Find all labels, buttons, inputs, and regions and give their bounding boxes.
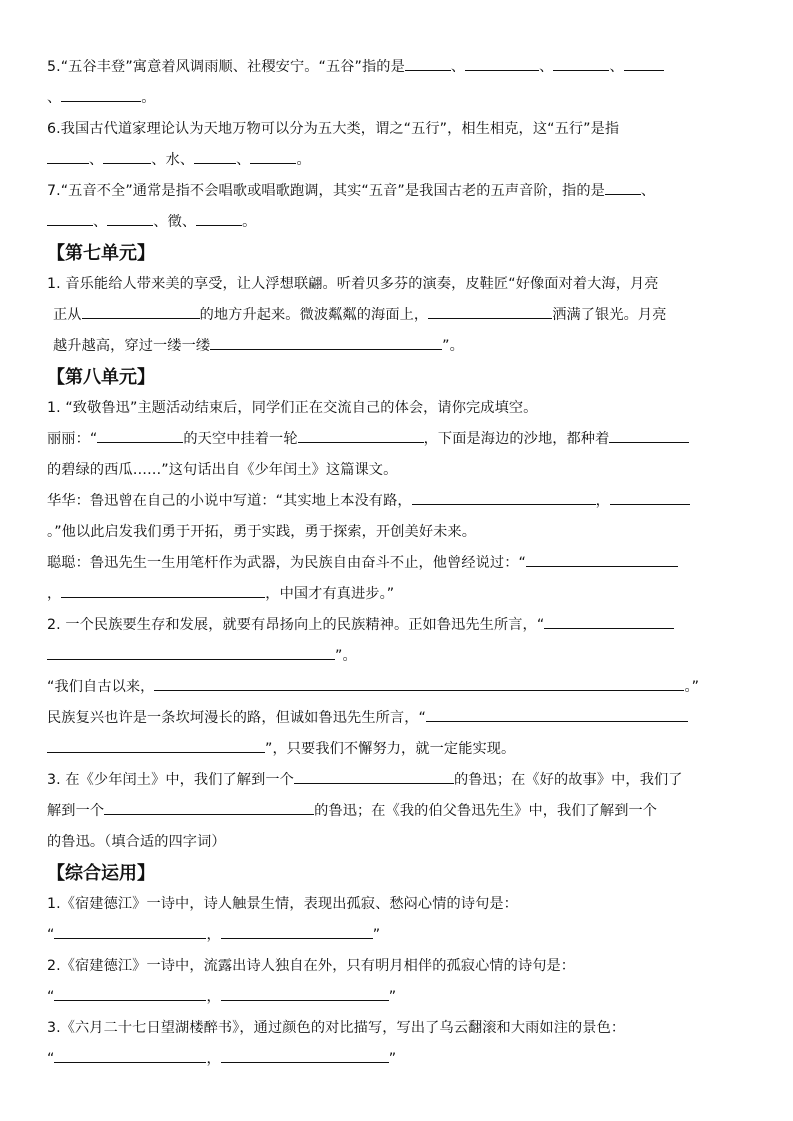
q2-blank-3[interactable] <box>154 675 684 691</box>
unit8-heading: 【第八单元】 <box>47 367 155 388</box>
q7-blank-3[interactable] <box>107 210 153 226</box>
general-q3-answer: “ ， ” <box>47 1044 750 1075</box>
q6-line-2: 、 、水、 、 。 <box>47 145 750 176</box>
q2-blank-1[interactable] <box>544 613 674 629</box>
unit8-congcong-line-1: 聪聪：鲁迅先生一生用笔杆作为武器，为民族自由奋斗不止，他曾经说过：“ <box>47 548 750 579</box>
q7-text: 7.“五音不全”通常是指不会唱歌或唱歌跑调，其实“五音”是我国古老的五声音阶，指的是 <box>47 183 605 199</box>
q5-blank-4[interactable] <box>624 55 664 71</box>
unit8-huahua-line-1: 华华：鲁迅曾在自己的小说中写道：“其实地上本没有路， ， <box>47 486 750 517</box>
q6-blank-3[interactable] <box>194 148 236 164</box>
congcong-blank-1[interactable] <box>526 551 678 567</box>
q2-blank-2[interactable] <box>47 644 335 660</box>
unit8-q2-line-2: ”。 <box>47 641 750 672</box>
general-q1-blank-2[interactable] <box>221 923 373 939</box>
unit8-q3-line-2: 解到一个 的鲁迅；在《我的伯父鲁迅先生》中，我们了解到一个 <box>47 796 750 827</box>
lili-blank-2[interactable] <box>298 427 424 443</box>
q7-line-1: 7.“五音不全”通常是指不会唱歌或唱歌跑调，其实“五音”是我国古老的五声音阶，指的是 、 <box>47 176 750 207</box>
unit8-q2-line-4: 民族复兴也许是一条坎坷漫长的路，但诚如鲁迅先生所言，“ <box>47 703 750 734</box>
q5-blank-3[interactable] <box>553 55 609 71</box>
q5-blank-2[interactable] <box>465 55 539 71</box>
general-q1-answer: “ ， ” <box>47 920 750 951</box>
q7-blank-4[interactable] <box>196 210 242 226</box>
unit8-q3-line-3: 的鲁迅。（填合适的四字词） <box>47 834 226 850</box>
q2-blank-5[interactable] <box>47 737 265 753</box>
unit7-q1-line-2: 正从 的地方升起来。微波粼粼的海面上， 洒满了银光。月亮 <box>47 300 750 331</box>
unit8-lili-line-2: 的碧绿的西瓜……”这句话出自《少年闰土》这篇课文。 <box>47 462 398 478</box>
q5-text: 5.“五谷丰登”寓意着风调雨顺、社稷安宁。“五谷”指的是 <box>47 59 405 75</box>
congcong-blank-2[interactable] <box>61 582 265 598</box>
q6-blank-4[interactable] <box>250 148 296 164</box>
worksheet-page <box>47 52 750 1075</box>
lili-blank-1[interactable] <box>97 427 183 443</box>
unit7-q1-line-1: 1. 音乐能给人带来美的享受，让人浮想联翩。听着贝多芬的演奏，皮鞋匠“好像面对着大海，月亮 <box>47 276 659 292</box>
q6-text: 6.我国古代道家理论认为天地万物可以分为五大类，谓之“五行”，相生相克，这“五行”是指 <box>47 121 620 137</box>
q7-blank-1[interactable] <box>605 179 641 195</box>
q7-line-2: 、 、徵、 。 <box>47 207 750 238</box>
unit7-heading: 【第七单元】 <box>47 243 155 264</box>
unit8-q2-line-3: “我们自古以来， 。” <box>47 672 750 703</box>
huahua-blank-1[interactable] <box>412 489 596 505</box>
huahua-blank-2[interactable] <box>610 489 690 505</box>
unit8-q3-line-1: 3. 在《少年闰土》中，我们了解到一个 的鲁迅；在《好的故事》中，我们了 <box>47 765 750 796</box>
q7-blank-2[interactable] <box>47 210 93 226</box>
general-q3-blank-1[interactable] <box>54 1047 206 1063</box>
unit8-lili-line-1: 丽丽：“ 的天空中挂着一轮 ，下面是海边的沙地，都种着 <box>47 424 750 455</box>
general-q2-blank-2[interactable] <box>221 985 389 1001</box>
q6-blank-2[interactable] <box>103 148 151 164</box>
general-heading: 【综合运用】 <box>47 863 155 884</box>
q5-blank-1[interactable] <box>405 55 451 71</box>
general-q1: 1.《宿建德江》一诗中，诗人触景生情，表现出孤寂、愁闷心情的诗句是： <box>47 896 518 912</box>
general-q2-blank-1[interactable] <box>54 985 206 1001</box>
lili-blank-3[interactable] <box>609 427 689 443</box>
general-q1-blank-1[interactable] <box>54 923 206 939</box>
q5-blank-5[interactable] <box>61 86 141 102</box>
unit7-blank-2[interactable] <box>428 303 552 319</box>
q2-blank-4[interactable] <box>426 706 688 722</box>
unit7-q1-line-3: 越升越高，穿过一缕一缕 ”。 <box>47 331 750 362</box>
q5-line-2: 、 。 <box>47 83 750 114</box>
general-q2-answer: “ ， ” <box>47 982 750 1013</box>
unit8-huahua-line-2: 。”他以此启发我们勇于开拓，勇于实践，勇于探索，开创美好未来。 <box>47 524 476 540</box>
q3-blank-1[interactable] <box>294 768 454 784</box>
unit7-blank-1[interactable] <box>82 303 200 319</box>
q5-line-1: 5.“五谷丰登”寓意着风调雨顺、社稷安宁。“五谷”指的是 、 、 、 <box>47 52 750 83</box>
general-q3: 3.《六月二十七日望湖楼醉书》，通过颜色的对比描写，写出了乌云翻滚和大雨如注的景色： <box>47 1020 626 1036</box>
general-q3-blank-2[interactable] <box>221 1047 389 1063</box>
general-q2: 2.《宿建德江》一诗中，流露出诗人独自在外，只有明月相伴的孤寂心情的诗句是： <box>47 958 576 974</box>
q6-line-1 <box>47 114 750 145</box>
unit7-blank-3[interactable] <box>210 334 442 350</box>
unit8-q2-line-1: 2. 一个民族要生存和发展，就要有昂扬向上的民族精神。正如鲁迅先生所言，“ <box>47 610 750 641</box>
q6-blank-1[interactable] <box>47 148 89 164</box>
unit8-congcong-line-2: ， ，中国才有真进步。” <box>47 579 750 610</box>
unit8-q1-intro: 1. “致敬鲁迅”主题活动结束后，同学们正在交流自己的体会，请你完成填空。 <box>47 400 538 416</box>
unit8-q2-line-5: ”，只要我们不懈努力，就一定能实现。 <box>47 734 750 765</box>
q3-blank-2[interactable] <box>104 799 314 815</box>
